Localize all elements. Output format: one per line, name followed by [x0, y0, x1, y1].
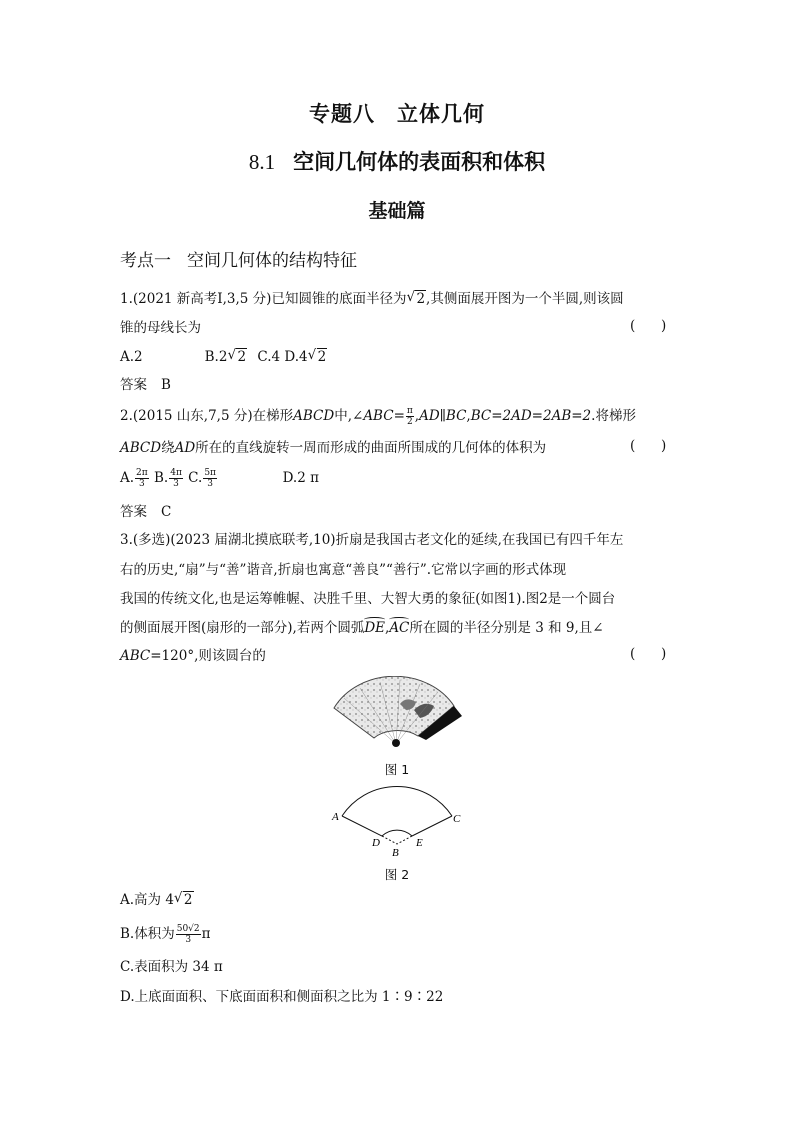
q1-option-a: A.2: [120, 349, 143, 365]
q2-option-a: A. $\frac{2\pi}{3}$: [120, 468, 148, 489]
section-name: 空间几何体的表面积和体积: [293, 150, 546, 174]
q2-option-b: B. $\frac{4\pi}{3}$: [154, 468, 182, 489]
q2-angle-fraction: $\frac{\pi}{2}$: [406, 406, 413, 427]
q3-line4: 的侧面展开图(扇形的一部分),若两个圆弧DE,AC所在圆的半径分别是 3 和 9,且∠: [120, 620, 604, 636]
arc-ac: AC: [389, 620, 410, 636]
label-b: B: [392, 847, 399, 858]
sqrt-symbol: √ 2: [406, 289, 426, 309]
q1-line2: 锥的母线长为: [120, 320, 201, 336]
q1-answer: 答案 B: [120, 377, 171, 393]
annular-sector-figure: [330, 778, 464, 858]
q1-option-d: D.4√ 2: [284, 349, 327, 365]
topic-label: 考点一: [120, 251, 171, 271]
topic-name: 空间几何体的结构特征: [187, 251, 357, 271]
label-a: A: [332, 811, 339, 823]
q3-line3: 我国的传统文化,也是运筹帷幄、决胜千里、大智大勇的象征(如图1).图2是一个圆台: [120, 591, 616, 607]
chapter-title: [0, 98, 794, 128]
q3-option-a: A.高为 4√ 2: [120, 890, 194, 910]
label-c: C: [453, 813, 461, 825]
chapter-title-sub: 立体几何: [397, 102, 485, 126]
q3-option-b: B.体积为 $\frac{50√2}{3}$ π: [120, 924, 211, 945]
folding-fan-figure: [330, 676, 464, 748]
q1-options: [120, 347, 327, 367]
arc-de: DE: [364, 620, 386, 636]
figure2-caption: 图 2: [384, 867, 410, 882]
q2-options: [120, 468, 319, 489]
q1-option-c: C.4: [257, 349, 281, 365]
q2-line2: ABCD绕AD所在的直线旋转一周而形成的曲面所围成的几何体的体积为: [120, 440, 547, 456]
q2-line1: 2.(2015 山东,7,5 分)在梯形ABCD中,∠ABC= $\frac{\pi}{2}$ ,AD∥BC,BC=2AD=2AB=2.将梯形: [120, 406, 636, 427]
topic-heading: [120, 246, 357, 271]
q2-option-c: C. $\frac{5\pi}{3}$: [188, 468, 216, 489]
q3-line2: 右的历史,“扇”与“善”谐音,折扇也寓意“善良”“善行”.它常以字画的形式体现: [120, 562, 567, 578]
figure1-caption: 图 1: [384, 762, 410, 777]
section-number: 8.1: [248, 150, 276, 174]
q2-answer-paren: ( ): [630, 438, 667, 454]
q3-line5: ABC=120°,则该圆台的: [120, 648, 266, 664]
q1-answer-paren: ( ): [630, 318, 667, 334]
label-d: D: [372, 837, 380, 849]
level-title: 基础篇: [368, 200, 426, 222]
q3-answer-paren: ( ): [630, 646, 667, 662]
q2-option-d: D.2 π: [282, 470, 319, 486]
q2-answer: 答案 C: [120, 504, 172, 520]
label-e: E: [416, 837, 423, 849]
chapter-title-main: 专题八: [309, 102, 375, 126]
q3-option-d: D.上底面面积、下底面面积和侧面积之比为 1∶9∶22: [120, 989, 444, 1005]
q3-option-c: C.表面积为 34 π: [120, 959, 223, 975]
q1-line1: 1.(2021 新高考Ⅰ,3,5 分)已知圆锥的底面半径为√ 2,其侧面展开图为一个半圆,则该圆: [120, 289, 624, 309]
q1-option-b: B.2√ 2: [205, 349, 247, 365]
q3-line1: 3.(多选)(2023 届湖北摸底联考,10)折扇是我国古老文化的延续,在我国已有四千年左: [120, 532, 624, 548]
section-title: [0, 146, 794, 176]
